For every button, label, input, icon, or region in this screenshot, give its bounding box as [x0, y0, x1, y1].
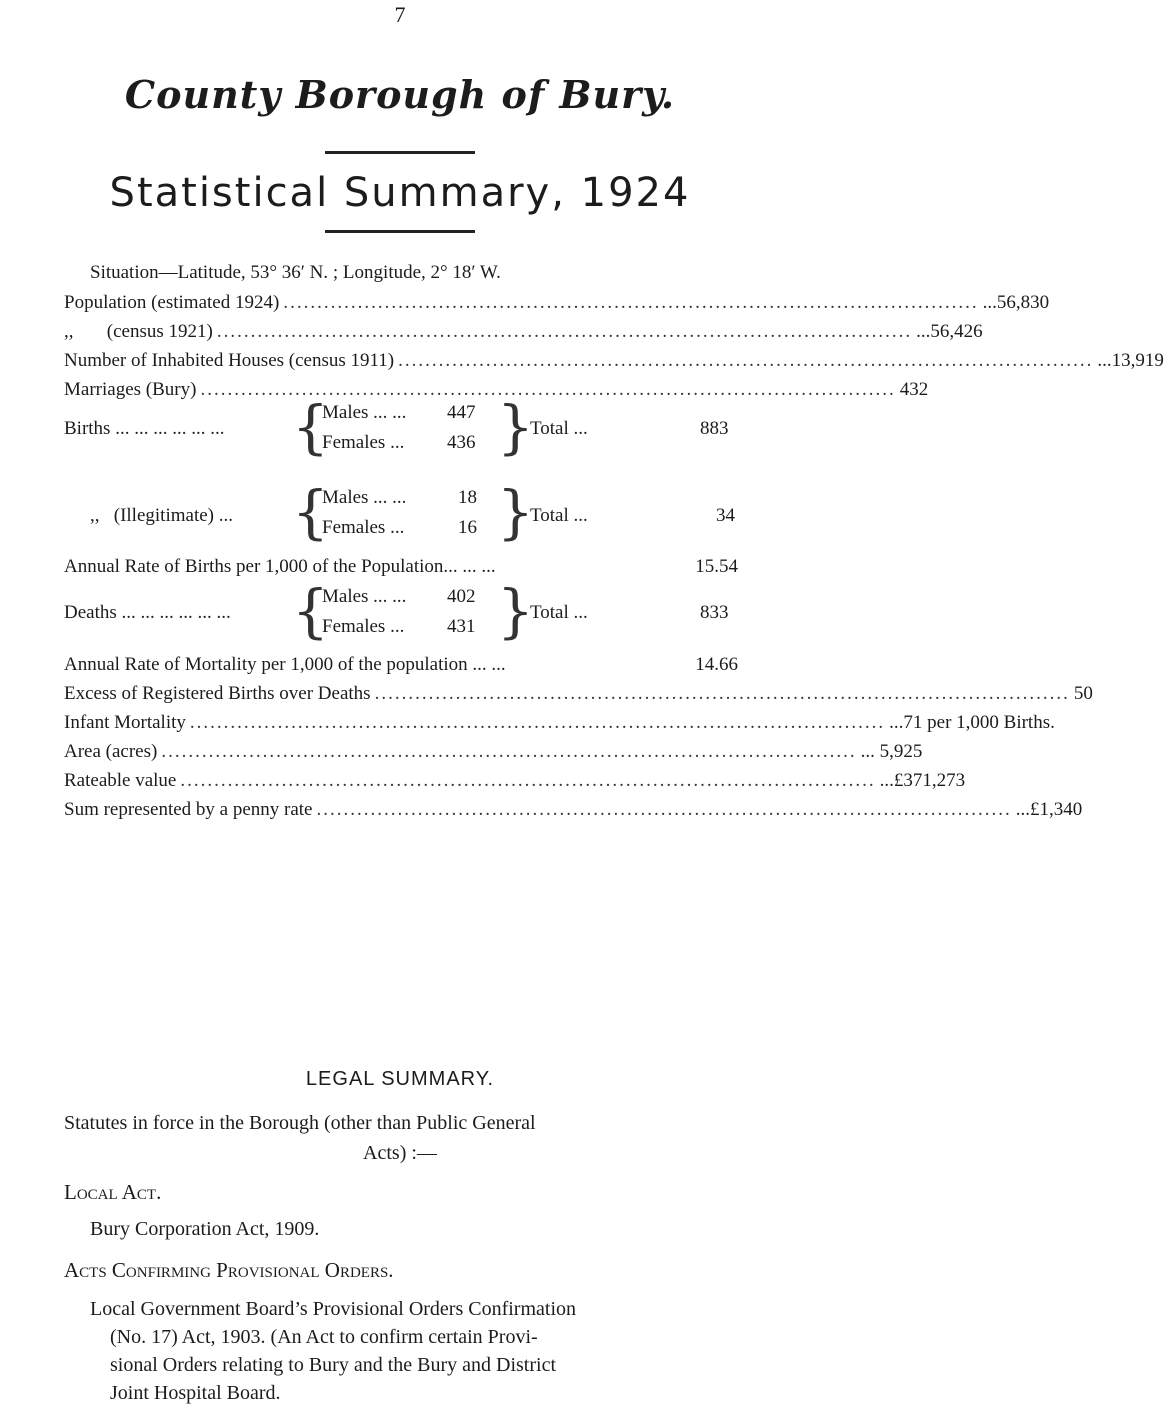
deaths-males-label: Males ... ...	[322, 586, 407, 607]
left-brace: {	[292, 393, 329, 461]
row-value: 50	[1073, 683, 1093, 704]
row-label: Excess of Registered Births over Deaths	[64, 683, 371, 704]
deaths-total-value: 833	[700, 602, 729, 623]
left-brace: {	[292, 577, 329, 645]
row-label: Rateable value	[64, 770, 177, 791]
births-label: Births ... ... ... ... ... ...	[64, 418, 225, 439]
illegitimate-males-label: Males ... ...	[322, 487, 407, 508]
excess-births-row	[64, 683, 1093, 705]
deaths-males-value: 402	[447, 586, 476, 607]
illegitimate-males-value: 18	[458, 487, 477, 508]
deaths-total-label: Total ...	[530, 602, 588, 623]
row-value: ...56,830	[982, 292, 1050, 313]
births-males-value: 447	[447, 402, 476, 423]
dot-leader: .......................................................................................................	[283, 292, 979, 313]
situation-line: Situation—Latitude, 53° 36′ N. ; Longitude, 2° 18′ W.	[90, 262, 501, 283]
row-label: Sum represented by a penny rate	[64, 799, 313, 820]
births-females-label: Females ...	[322, 432, 405, 453]
row-label: ,, (census 1921)	[64, 321, 213, 342]
deaths-females-label: Females ...	[322, 616, 405, 637]
row-value: ...£371,273	[879, 770, 966, 791]
births-males-label: Males ... ...	[322, 402, 407, 423]
birth-rate-row	[64, 556, 738, 578]
row-value: ... 5,925	[860, 741, 923, 762]
row-label: Annual Rate of Births per 1,000 of the Population... ... ...	[64, 556, 496, 577]
births-females-value: 436	[447, 432, 476, 453]
dot-leader: .......................................................................................................	[374, 683, 1070, 704]
population-census-row	[64, 321, 983, 343]
row-label: Population (estimated 1924)	[64, 292, 280, 313]
area-row	[64, 741, 923, 763]
row-label: Marriages (Bury)	[64, 379, 197, 400]
houses-row	[64, 350, 1164, 372]
row-label: Infant Mortality	[64, 712, 186, 733]
page-title: County Borough of Bury.	[124, 72, 676, 117]
row-label: Number of Inhabited Houses (census 1911)	[64, 350, 395, 371]
row-value: ...56,426	[916, 321, 983, 342]
dot-leader: .......................................................................................................	[398, 350, 1094, 371]
right-brace: }	[497, 577, 534, 645]
dot-leader: .......................................................................................................	[216, 321, 913, 342]
local-act-heading: Local Act.	[64, 1180, 162, 1204]
confirming-line-2: (No. 17) Act, 1903. (An Act to confirm certain Provi-	[110, 1326, 538, 1348]
row-value: 432	[899, 379, 929, 400]
confirming-line-3: sional Orders relating to Bury and the Bury and District	[110, 1354, 557, 1376]
row-label: Area (acres)	[64, 741, 158, 762]
population-estimated-row	[64, 292, 1050, 314]
dot-leader: .......................................................................................................	[200, 379, 896, 400]
births-total-label: Total ...	[530, 418, 588, 439]
row-value: 15.54	[695, 556, 738, 577]
confirming-line-4: Joint Hospital Board.	[110, 1382, 281, 1404]
page-subtitle: Statistical Summary, 1924	[109, 170, 691, 216]
left-brace: {	[292, 478, 329, 546]
local-act-item: Bury Corporation Act, 1909.	[90, 1218, 320, 1240]
penny-rate-row	[64, 799, 1083, 821]
illegitimate-females-label: Females ...	[322, 517, 405, 538]
row-label: Annual Rate of Mortality per 1,000 of the population ... ...	[64, 654, 506, 675]
dot-leader: .......................................................................................................	[189, 712, 886, 733]
right-brace: }	[497, 478, 534, 546]
illegitimate-total-value: 34	[716, 505, 735, 526]
rateable-value-row	[64, 770, 966, 792]
marriages-row	[64, 379, 929, 401]
page-number: 7	[394, 2, 406, 27]
deaths-females-value: 431	[447, 616, 476, 637]
row-value: ...71 per 1,000 Births.	[889, 712, 1055, 733]
statutes-line-2: Acts) :—	[363, 1142, 437, 1164]
confirming-line-1: Local Government Board’s Provisional Orders Confirmation	[90, 1298, 577, 1320]
row-value: 14.66	[695, 654, 738, 675]
illegitimate-label: ,, (Illegitimate) ...	[90, 505, 233, 526]
mortality-rate-row	[64, 654, 738, 676]
deaths-label: Deaths ... ... ... ... ... ...	[64, 602, 231, 623]
dot-leader: .......................................................................................................	[180, 770, 876, 791]
infant-mortality-row	[64, 712, 1055, 734]
title-rule	[325, 151, 475, 154]
illegitimate-total-label: Total ...	[530, 505, 588, 526]
legal-summary-title: LEGAL SUMMARY.	[305, 1068, 495, 1090]
statutes-line-1: Statutes in force in the Borough (other than Public General	[64, 1112, 536, 1134]
dot-leader: .......................................................................................................	[316, 799, 1012, 820]
row-value: ...13,919	[1097, 350, 1164, 371]
confirming-heading: Acts Confirming Provisional Orders.	[64, 1258, 394, 1282]
births-total-value: 883	[700, 418, 729, 439]
subtitle-rule	[325, 230, 475, 233]
right-brace: }	[497, 393, 534, 461]
illegitimate-females-value: 16	[458, 517, 477, 538]
dot-leader: .......................................................................................................	[161, 741, 857, 762]
row-value: ...£1,340	[1015, 799, 1083, 820]
